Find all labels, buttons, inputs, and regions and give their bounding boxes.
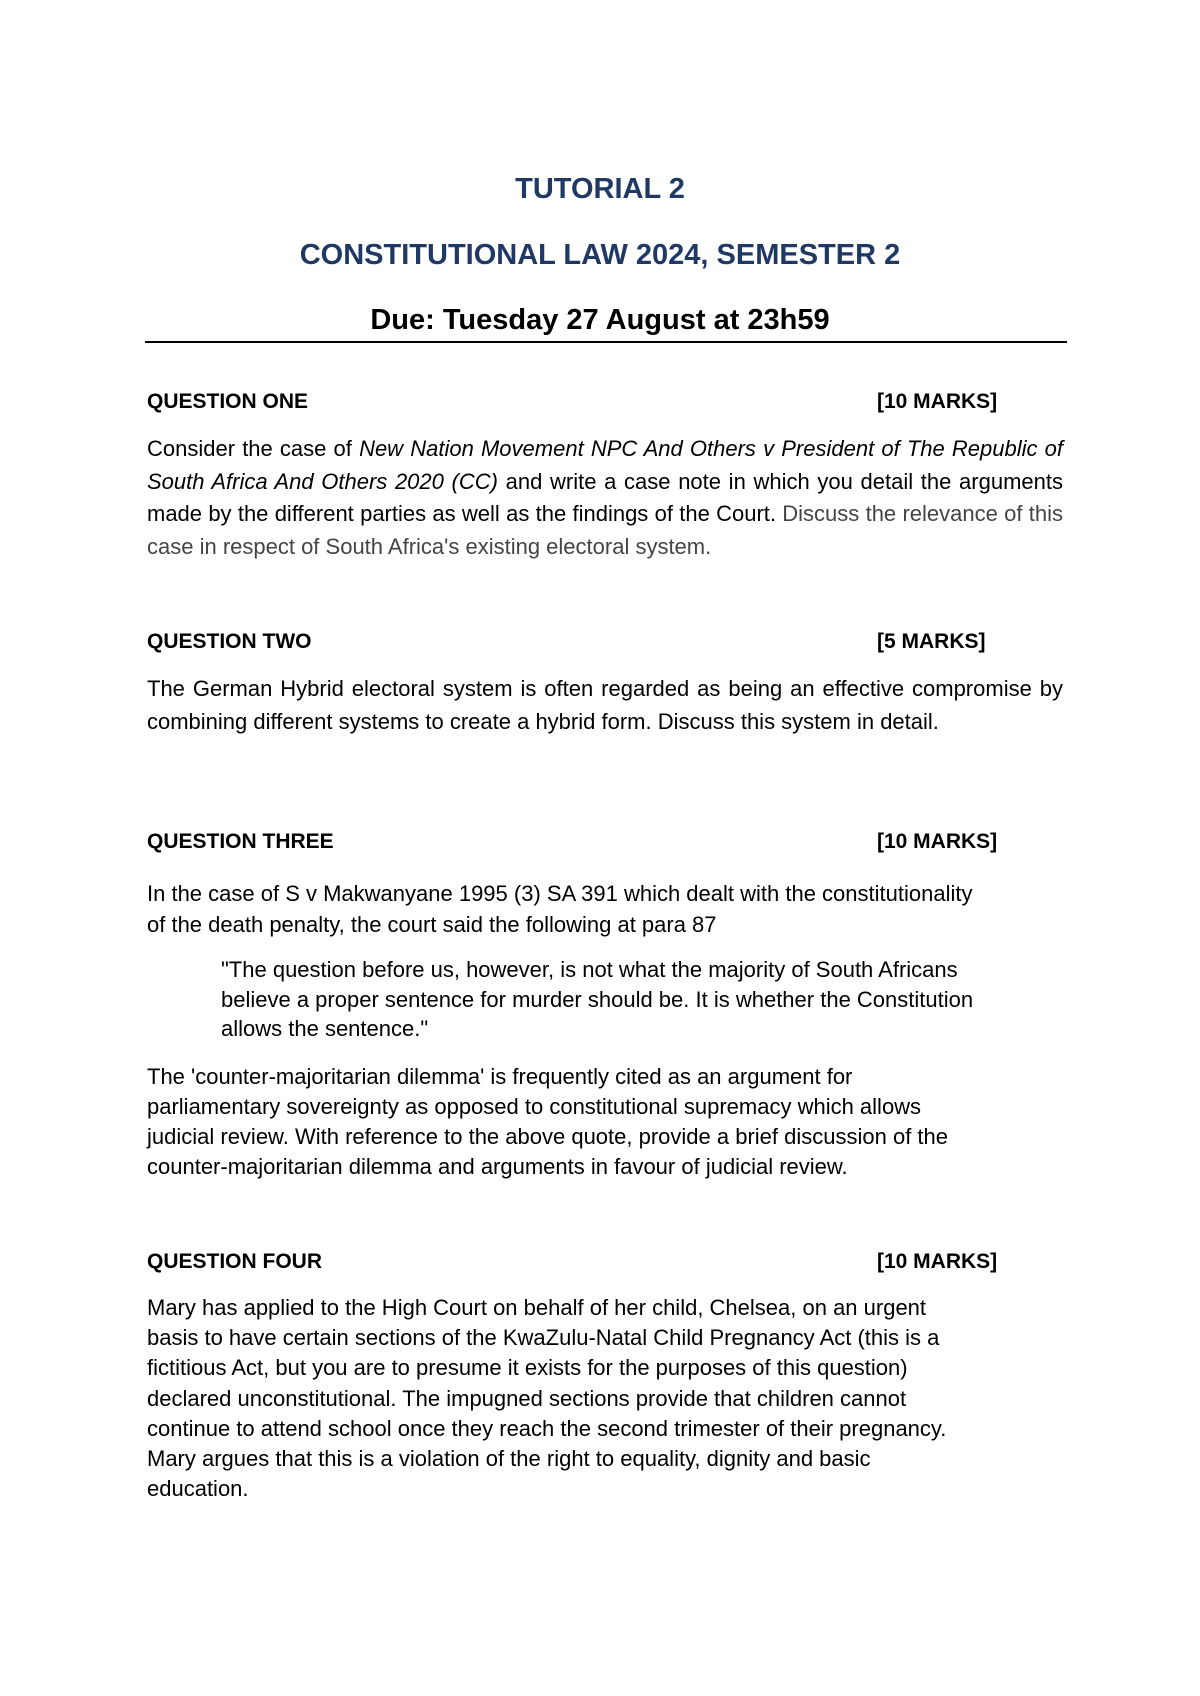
question-three-intro-line: In the case of S v Makwanyane 1995 (3) SA 391 which dealt with the constitutionality xyxy=(147,881,973,906)
question-three-heading xyxy=(147,829,1017,855)
question-one-heading xyxy=(147,389,1017,415)
question-one-text-b: and write a case note in which you detail the arguments made by the different parties as well as the findings of the Court. xyxy=(147,468,1063,526)
question-one-text-a: Consider the case of xyxy=(147,436,360,461)
question-four-line: fictitious Act, but you are to presume it exists for the purposes of this question) xyxy=(147,1355,908,1381)
quote-line: allows the sentence." xyxy=(221,1016,429,1041)
quote-line: "The question before us, however, is not what the majority of South Africans xyxy=(221,957,958,982)
question-one-text xyxy=(147,433,1063,563)
question-four-text xyxy=(147,1293,1063,1504)
question-three-body-line: counter-majoritarian dilemma and arguments in favour of judicial review. xyxy=(147,1154,848,1179)
question-three-intro-line: of the death penalty, the court said the following at para 87 xyxy=(147,911,717,937)
question-two-title: QUESTION TWO xyxy=(147,630,312,653)
page-title: TUTORIAL 2 xyxy=(515,173,685,205)
question-three-marks: [10 MARKS] xyxy=(877,830,998,853)
question-four-line: education. xyxy=(147,1476,249,1502)
question-three-body-line: judicial review. With reference to the above quote, provide a brief discussion of the xyxy=(147,1124,949,1149)
question-three-body-line: The 'counter-majoritarian dilemma' is frequently cited as an argument for xyxy=(147,1064,853,1089)
question-one-title: QUESTION ONE xyxy=(147,390,309,413)
question-two-text: The German Hybrid electoral system is often regarded as being an effective compromise by combining different systems to create a hybrid form. Discuss this system in detail. xyxy=(147,676,1063,734)
question-three-body xyxy=(147,1062,1063,1182)
header-divider xyxy=(145,341,1067,343)
question-four-line: declared unconstitutional. The impugned sections provide that children cannot xyxy=(147,1385,907,1411)
question-four-title: QUESTION FOUR xyxy=(147,1250,323,1273)
question-two-heading xyxy=(147,629,1017,655)
question-one-text-c: Discuss the relevance of this case in respect of South Africa's existing electoral system. xyxy=(147,501,1063,559)
question-four-line: Mary has applied to the High Court on behalf of her child, Chelsea, on an urgent xyxy=(147,1295,927,1320)
due-date: Due: Tuesday 27 August at 23h59 xyxy=(370,304,830,336)
question-three-quote xyxy=(221,955,1071,1044)
question-four-heading xyxy=(147,1249,1017,1275)
question-three-title: QUESTION THREE xyxy=(147,830,334,853)
question-one-marks: [10 MARKS] xyxy=(877,390,998,413)
question-one-case-name: New Nation Movement NPC And Others v President of The Republic of South Africa And Others 2020 (CC) xyxy=(147,436,1063,494)
question-three-body-line: parliamentary sovereignty as opposed to constitutional supremacy which allows xyxy=(147,1094,922,1119)
question-four-line: basis to have certain sections of the KwaZulu-Natal Child Pregnancy Act (this is a xyxy=(147,1325,940,1351)
question-two-marks: [5 MARKS] xyxy=(877,630,986,653)
question-three-intro xyxy=(147,879,1063,940)
page-subtitle: CONSTITUTIONAL LAW 2024, SEMESTER 2 xyxy=(299,239,901,271)
question-four-line: continue to attend school once they reach the second trimester of their pregnancy. xyxy=(147,1415,947,1441)
question-four-line: Mary argues that this is a violation of the right to equality, dignity and basic xyxy=(147,1446,871,1472)
quote-line: believe a proper sentence for murder should be. It is whether the Constitution xyxy=(221,986,974,1012)
question-four-marks: [10 MARKS] xyxy=(877,1250,998,1273)
